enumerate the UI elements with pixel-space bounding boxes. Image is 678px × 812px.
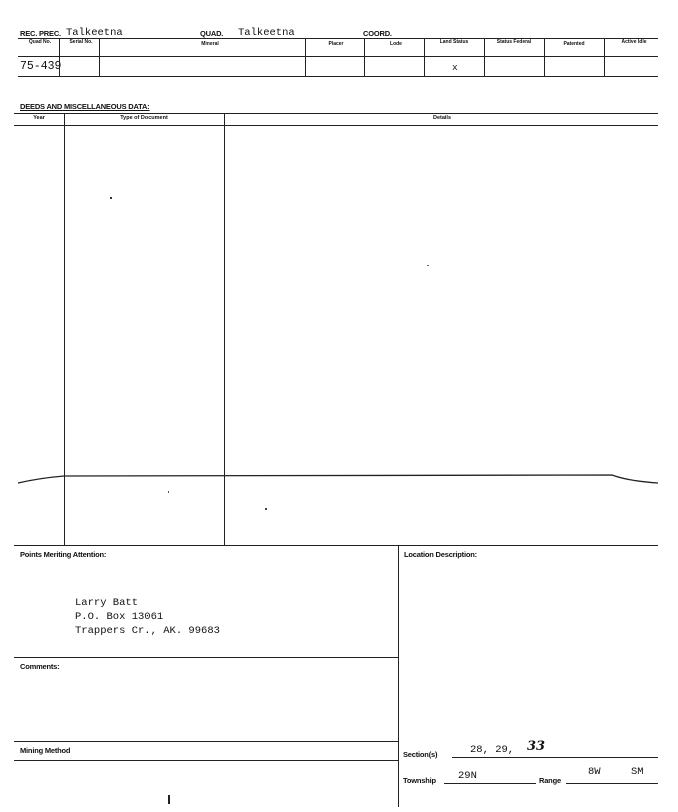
col-placer: Placer [328, 41, 344, 47]
section-value: 28, 29, [470, 744, 515, 756]
col-year: Year [33, 115, 45, 121]
divider [398, 545, 399, 807]
coord-label: COORD. [363, 29, 392, 38]
divider [14, 760, 398, 761]
speck [265, 508, 267, 510]
range-label: Range [539, 776, 561, 785]
divider [14, 657, 398, 658]
fold-line [0, 466, 678, 496]
header-rule-top [18, 38, 658, 39]
quad-label: QUAD. [200, 29, 224, 38]
quad-value: Talkeetna [238, 27, 295, 39]
divider [484, 38, 485, 76]
divider [59, 38, 60, 76]
divider [14, 741, 398, 742]
deeds-title: DEEDS AND MISCELLANEOUS DATA: [20, 102, 150, 111]
divider [14, 545, 658, 546]
speck [110, 197, 112, 199]
range-value: 8W [588, 766, 601, 778]
points-line-3: Trappers Cr., AK. 99683 [75, 625, 220, 637]
comments-label: Comments: [20, 662, 60, 671]
header-rule-bottom [18, 76, 658, 77]
divider [452, 757, 658, 758]
land-status-mark: x [452, 62, 458, 73]
rec-prec-value: Talkeetna [66, 27, 123, 39]
divider [604, 38, 605, 76]
header-rule-mid [18, 56, 658, 57]
col-patented: Patented [563, 41, 585, 47]
col-lode: Lode [390, 41, 402, 47]
col-details: Details [432, 115, 452, 121]
speck [168, 491, 169, 493]
township-label: Township [403, 776, 436, 785]
divider [424, 38, 425, 76]
points-line-2: P.O. Box 13061 [75, 611, 164, 623]
divider [444, 783, 536, 784]
col-serial-no: Serial No. [69, 39, 93, 45]
col-quad-no: Quad No. [28, 39, 52, 45]
col-active-idle: Active Idle [621, 39, 647, 45]
section-handwritten: 33 [527, 739, 546, 754]
mining-method-label: Mining Method [20, 746, 71, 755]
points-label: Points Meriting Attention: [20, 550, 107, 559]
divider [305, 38, 306, 76]
divider [99, 38, 100, 76]
divider [14, 125, 658, 126]
township-value: 29N [458, 770, 477, 782]
divider [566, 783, 658, 784]
section-label: Section(s) [403, 750, 438, 759]
col-land-status: Land Status [439, 39, 469, 45]
meridian-value: SM [631, 766, 644, 778]
speck [427, 265, 429, 266]
location-label: Location Description: [404, 550, 477, 559]
col-status-federal: Status Federal [496, 39, 532, 45]
divider [364, 38, 365, 76]
points-line-1: Larry Batt [75, 597, 139, 609]
record-number: 75-439 [20, 60, 62, 73]
col-type-of-document: Type of Document [120, 115, 168, 121]
speck [168, 795, 170, 804]
col-mineral: Mineral [201, 41, 219, 47]
divider [544, 38, 545, 76]
divider [14, 113, 658, 114]
rec-prec-label: REC. PREC. [20, 29, 61, 38]
